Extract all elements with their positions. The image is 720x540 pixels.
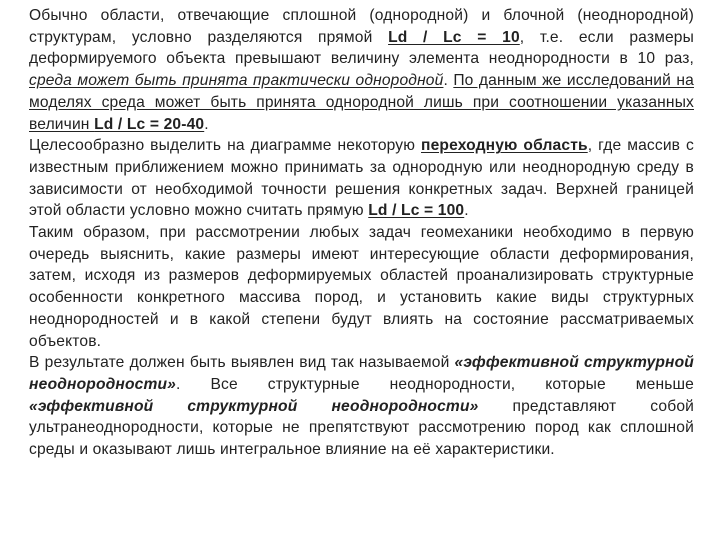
p2-text-1: Целесообразно выделить на диаграмме некоторую [29, 137, 422, 155]
ratio-ld-lc-100: Ld / Lc = 100 [368, 202, 465, 220]
p2-text-2: , где массив с известным приближением можно принимать за однородную или неоднородную среду в зависимости от необходимой точности решения конкретных задач. Верхней границей этой области условно можно считать прямую [29, 137, 694, 220]
p1-text-2: , т.е. если размеры деформируемого объекта превышают величину элемента неоднородности в 10 раз, [29, 28, 694, 68]
paragraph-1 [29, 5, 694, 135]
p2-text-3: . [464, 202, 469, 220]
document-page [29, 5, 694, 461]
p4-text-1: В результате должен быть выявлен вид так называемой [29, 354, 455, 372]
paragraph-4 [29, 352, 694, 461]
p4-text-3: представляют собой ультранеоднородности, которые не препятствуют рассмотрению пород как сплошной среды и оказывают лишь интегральное влияние на её характеристики. [29, 397, 694, 459]
transition-zone-term: переходную область [421, 137, 588, 155]
p4-text-2: . Все структурные неоднородности, которые меньше [176, 375, 694, 393]
p1-underlined: По данным же исследований на моделях среда может быть принята однородной лишь при соотношении указанных величин [29, 72, 694, 133]
p1-text-1: Обычно области, отвечающие сплошной (однородной) и блочной (неоднородной) структурам, условно разделяются прямой [29, 7, 694, 46]
effective-heterogeneity-term-1: «эффективной структурной неоднородности» [29, 354, 694, 393]
p1-text-3: . [443, 72, 454, 90]
effective-heterogeneity-term-2: «эффективной структурной неоднородности» [29, 397, 479, 415]
p1-text-4: . [204, 115, 209, 133]
p1-italic-underlined: среда может быть принята практически однородной [29, 72, 444, 90]
paragraph-3: Таким образом, при рассмотрении любых задач геомеханики необходимо в первую очередь выяснить, какие размеры имеют интересующие области деформирования, затем, исходя из размеров деформируемых областей проанализировать структурные особенности конкретного массива пород, и установить какие виды структурных неоднородностей и в какой степени будут влиять на состояние рассматриваемых объектов. [29, 224, 694, 350]
paragraph-2 [29, 135, 694, 222]
ratio-ld-lc-10: Ld / Lc = 10 [388, 28, 520, 46]
ratio-ld-lc-20-40: Ld / Lc = 20-40 [94, 115, 205, 133]
